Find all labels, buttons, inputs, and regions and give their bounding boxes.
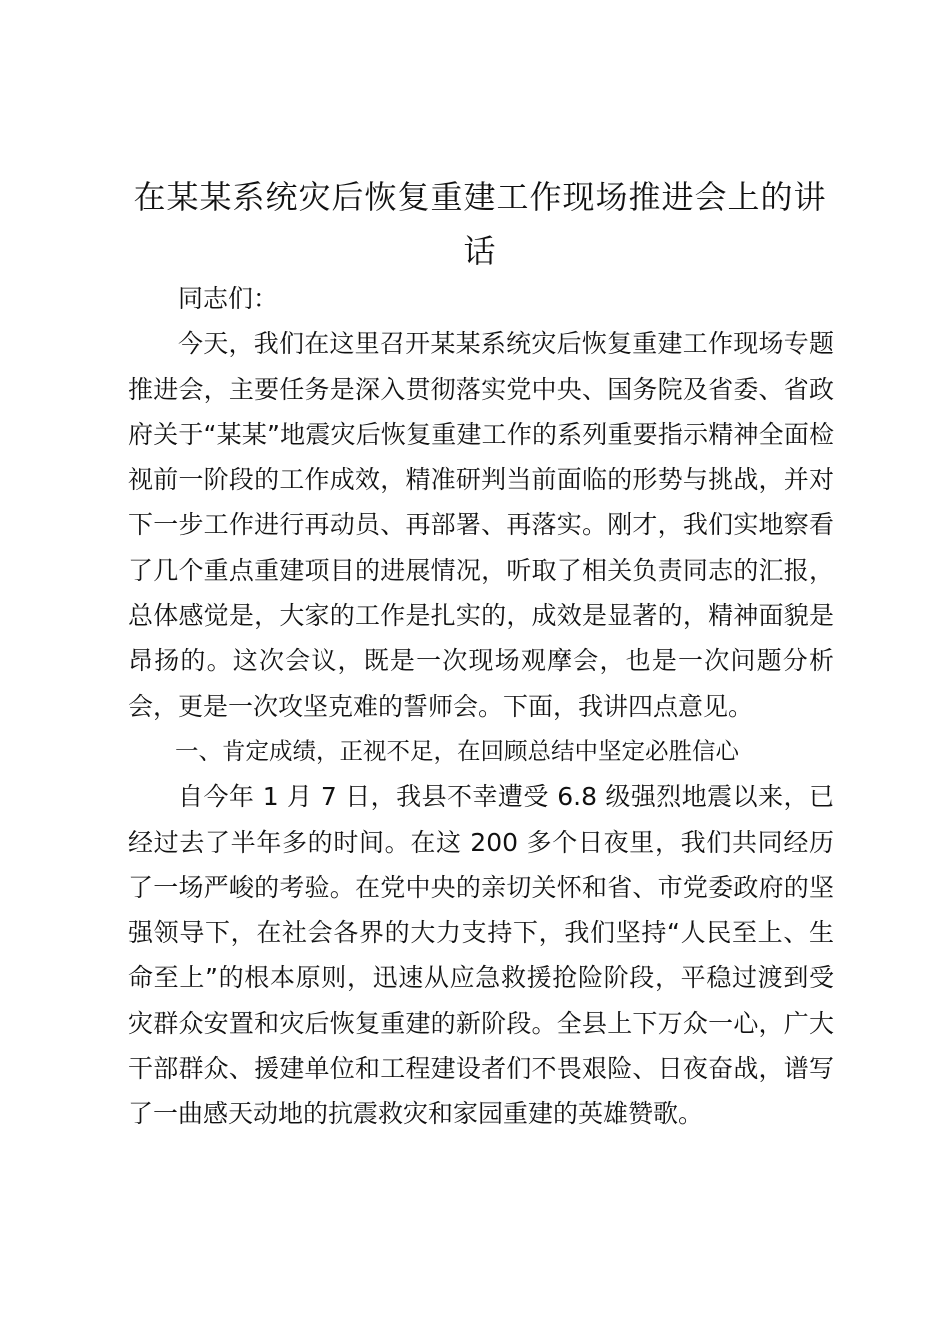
document-title: 在某某系统灾后恢复重建工作现场推进会上的讲话 xyxy=(133,178,827,270)
document-body xyxy=(128,276,834,1137)
intro-paragraph: 今天，我们在这里召开某某系统灾后恢复重建工作现场专题推进会，主要任务是深入贯彻落实党中央、国务院及省委、省政府关于“某某”地震灾后恢复重建工作的系列重要指示精神全面检视前一阶段的工作成效，精准研判当前面临的形势与挑战，并对下一步工作进行再动员、再部署、再落实。刚才，我们实地察看了几个重点重建项目的进展情况，听取了相关负责同志的汇报，总体感觉是，大家的工作是扎实的，成效是显著的，精神面貌是昂扬的。这次会议，既是一次现场观摩会，也是一次问题分析会，更是一次攻坚克难的誓师会。下面，我讲四点意见。 xyxy=(128,329,834,721)
section-heading: 一、肯定成绩，正视不足，在回顾总结中坚定必胜信心 xyxy=(175,736,739,765)
salutation: 同志们： xyxy=(178,284,279,313)
section-paragraph: 自今年 1 月 7 日，我县不幸遭受 6.8 级强烈地震以来，已经过去了半年多的时间。在这 200 多个日夜里，我们共同经历了一场严峻的考验。在党中央的亲切关怀和省、市党委政府的坚强领导下，在社会各界的大力支持下，我们坚持“人民至上、生命至上”的根本原则，迅速从应急救援抢险阶段，平稳过渡到受灾群众安置和灾后恢复重建的新阶段。全县上下万众一心，广大干部群众、援建单位和工程建设者们不畏艰险、日夜奋战，谱写了一曲感天动地的抗震救灾和家园重建的英雄赞歌。 xyxy=(128,782,834,1129)
